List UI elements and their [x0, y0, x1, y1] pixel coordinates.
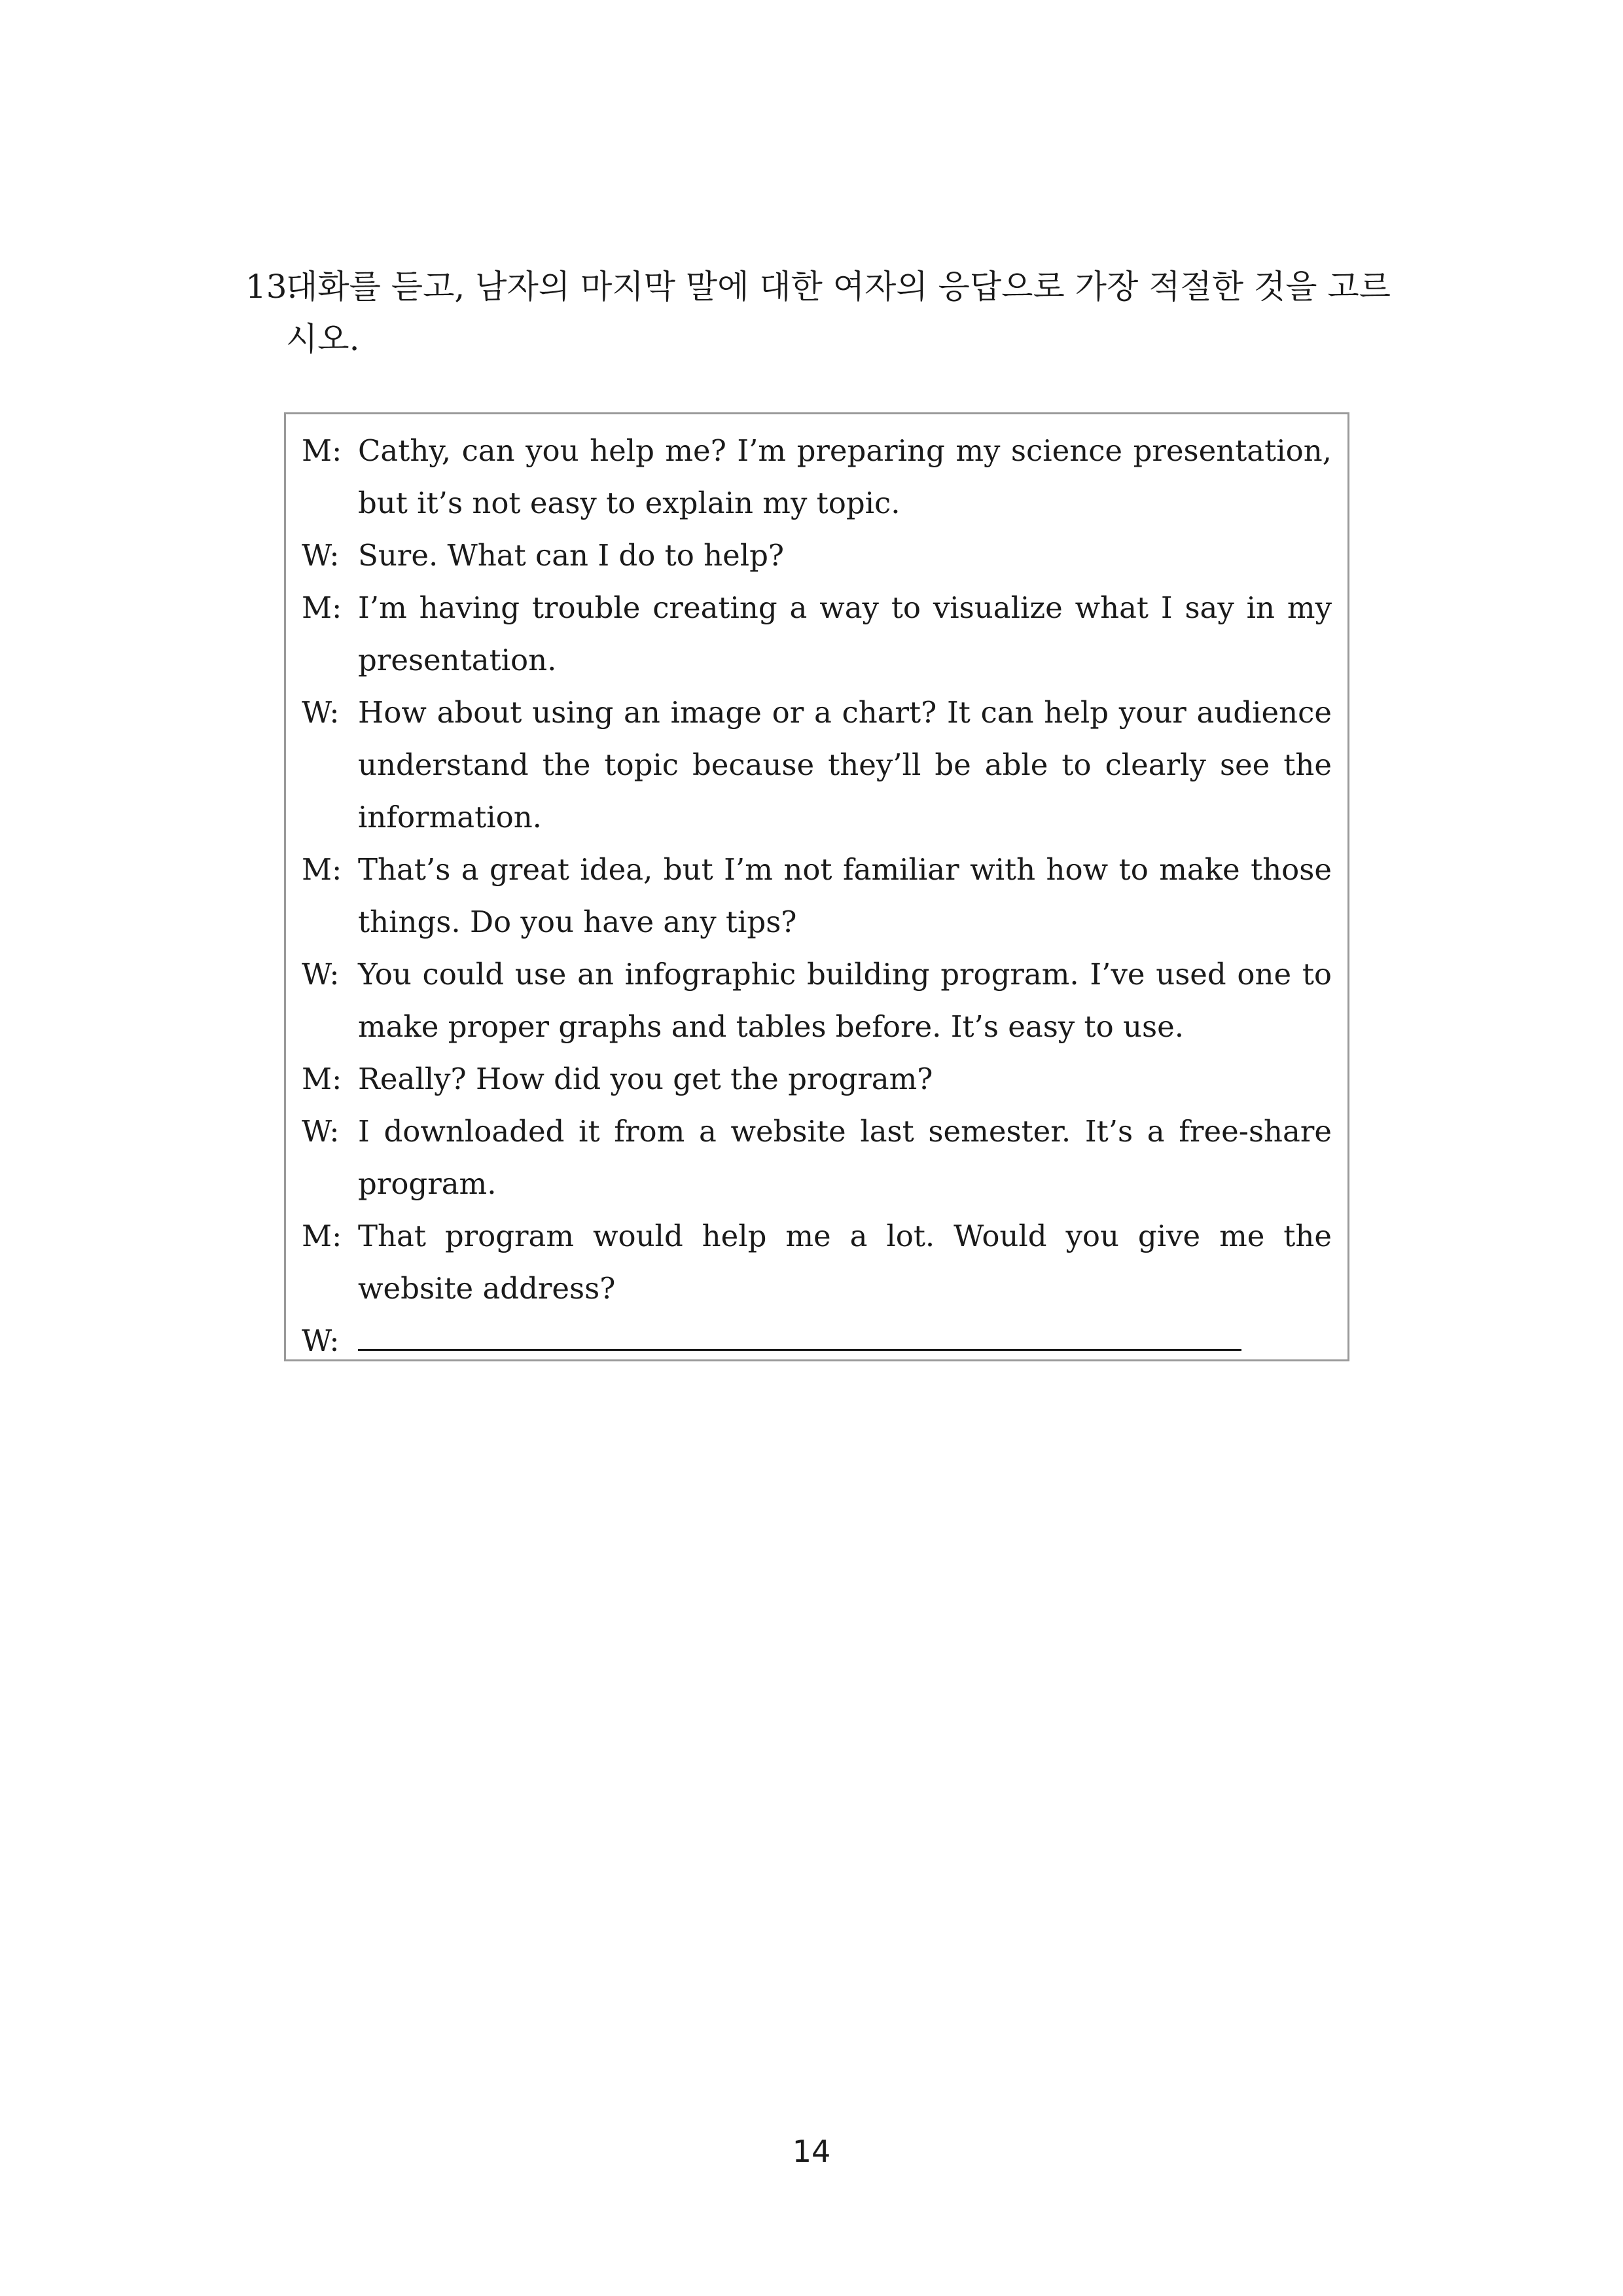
dialogue-line — [302, 582, 1332, 687]
dialogue-line — [302, 1210, 1332, 1315]
utterance-text: You could use an infographic building program. I’ve used one to make proper graphs and tables before. It’s easy to use. — [358, 957, 1332, 1044]
answer-line — [302, 1315, 1332, 1367]
dialogue-line — [302, 948, 1332, 1053]
question-number: 13. — [245, 268, 298, 306]
utterance-text: Cathy, can you help me? I’m preparing my science presentation, but it’s not easy to explain my topic. — [358, 433, 1332, 520]
dialogue-line — [302, 1105, 1332, 1210]
dialogue-line — [302, 425, 1332, 529]
utterance-text: How about using an image or a chart? It can help your audience understand the topic because they’ll be able to clearly see the information. — [358, 695, 1332, 834]
utterance-text: Sure. What can I do to help? — [358, 538, 785, 573]
utterance-text: Really? How did you get the program? — [358, 1062, 933, 1096]
dialogue-line — [302, 1053, 1332, 1105]
speaker-label: M: — [302, 1062, 342, 1096]
speaker-label: W: — [302, 1323, 340, 1358]
utterance-text: That’s a great idea, but I’m not familiar with how to make those things. Do you have any tips? — [358, 852, 1332, 939]
page-number: 14 — [792, 2134, 831, 2169]
utterance-text: I downloaded it from a website last semester. It’s a free-share program. — [358, 1114, 1332, 1201]
answer-blank-container — [358, 1315, 1332, 1367]
answer-blank — [358, 1315, 1241, 1351]
speaker-label: M: — [302, 852, 342, 887]
speaker-label: M: — [302, 433, 342, 468]
speaker-label: W: — [302, 957, 340, 992]
speaker-label: W: — [302, 1114, 340, 1149]
utterance-text: I’m having trouble creating a way to visualize what I say in my presentation. — [358, 590, 1332, 677]
dialogue-line — [302, 844, 1332, 948]
question — [245, 260, 1404, 365]
utterance-text: That program would help me a lot. Would you give me the website address? — [358, 1219, 1332, 1306]
speaker-label: W: — [302, 538, 340, 573]
speaker-label: M: — [302, 1219, 342, 1253]
dialogue-box — [284, 412, 1349, 1361]
question-text: 대화를 듣고, 남자의 마지막 말에 대한 여자의 응답으로 가장 적절한 것을 고르시오. — [286, 268, 1391, 358]
dialogue-line — [302, 687, 1332, 844]
dialogue-line — [302, 529, 1332, 582]
speaker-label: W: — [302, 695, 340, 730]
speaker-label: M: — [302, 590, 342, 625]
